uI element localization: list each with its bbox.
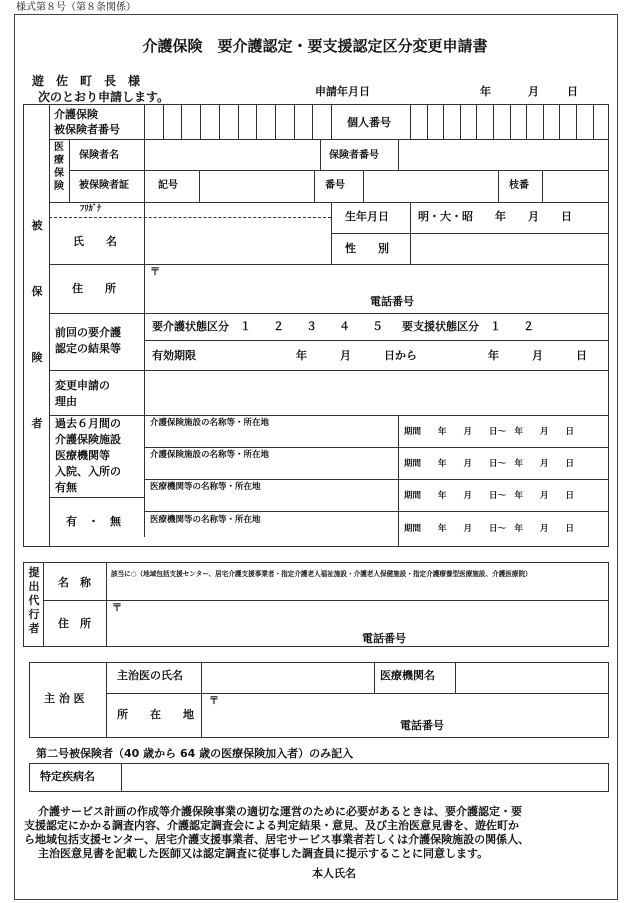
hospital-label-2: 介護保険施設 bbox=[55, 433, 121, 446]
disease-label: 特定疾病名 bbox=[40, 770, 95, 783]
facility-row-1-label: 介護保険施設の名称等・所在地 bbox=[150, 418, 270, 428]
institution-label: 医療機関名 bbox=[380, 669, 435, 682]
change-reason-field[interactable] bbox=[145, 371, 608, 414]
agent-address-label: 住 所 bbox=[58, 617, 91, 630]
insurer-no-label: 保険者番号 bbox=[329, 150, 379, 161]
agent-name-note: 該当に○（地域包括支援センター、居宅介護支援事業者・指定介護老人福祉施設・介護老人保健施設・指定介護療養型医療施設、介護医療院） bbox=[111, 570, 532, 578]
page-title: 介護保険 要介護認定・要支援認定区分変更申請書 bbox=[142, 37, 488, 55]
insurance-no-label-2: 被保険者番号 bbox=[54, 123, 120, 136]
doctor-postal-mark: 〒 bbox=[209, 696, 219, 707]
address-label: 住 所 bbox=[72, 282, 116, 295]
agent-phone-label: 電話番号 bbox=[362, 632, 406, 645]
phone-label: 電話番号 bbox=[370, 295, 414, 308]
valid-to[interactable]: 年 月 日 bbox=[488, 349, 587, 362]
second-insured-note: 第二号被保険者（40 歳から 64 歳の医療保険加入者）のみ記入 bbox=[36, 747, 354, 760]
valid-label: 有効期限 bbox=[152, 349, 196, 362]
doctor-name-label: 主治医の氏名 bbox=[117, 669, 183, 682]
disease-field[interactable] bbox=[122, 764, 608, 791]
facility-row-1-period[interactable]: 期間 年 月 日〜 年 月 日 bbox=[404, 427, 575, 437]
insurer-name-field[interactable] bbox=[145, 140, 319, 170]
individual-no-boxes[interactable] bbox=[410, 104, 609, 139]
consent-line-1: 介護サービス計画の作成等介護保険事業の適切な運営のために必要があるときは、要介護認定・要 bbox=[38, 805, 522, 818]
sex-label: 性 別 bbox=[345, 242, 389, 255]
symbol-field[interactable] bbox=[200, 171, 313, 202]
card-label: 被保険者証 bbox=[79, 180, 129, 191]
facility-row-2-period[interactable]: 期間 年 月 日〜 年 月 日 bbox=[404, 459, 575, 469]
agent-side-label: 提 出 代 行 者 bbox=[28, 566, 40, 635]
application-date-day: 日 bbox=[567, 85, 578, 98]
agent-name-field[interactable] bbox=[107, 582, 608, 599]
insurer-no-field[interactable] bbox=[399, 140, 608, 170]
symbol-label: 記号 bbox=[158, 180, 178, 191]
facility-row-2-label: 介護保険施設の名称等・所在地 bbox=[150, 450, 270, 460]
change-reason-label-1: 変更申請の bbox=[55, 379, 110, 392]
signature-label: 本人氏名 bbox=[312, 867, 356, 880]
hospital-label-5: 有無 bbox=[55, 481, 77, 494]
insured-side-label: 被 保 険 者 bbox=[31, 219, 43, 430]
application-date-year: 年 bbox=[480, 85, 491, 98]
consent-line-3: ら地域包括支援センター、居宅介護支援事業者、居宅サービス事業者若しくは介護保険施設の関係人、 bbox=[24, 833, 530, 846]
medical-insurance-label: 医 療 保 険 bbox=[54, 142, 64, 192]
presence-options[interactable]: 有 ・ 無 bbox=[66, 515, 121, 528]
birth-value[interactable]: 明・大・昭 年 月 日 bbox=[418, 210, 572, 223]
consent-line-2: 支援認定にかかる調査内容、介護認定調査会による判定結果・意見、及び主治医意見書を、遊佐町か bbox=[24, 819, 519, 832]
insurance-no-label-1: 介護保険 bbox=[54, 108, 98, 121]
sex-field[interactable] bbox=[411, 234, 608, 263]
form-number: 様式第８号（第８条関係） bbox=[16, 2, 136, 13]
institution-field[interactable] bbox=[456, 663, 608, 693]
address-field[interactable] bbox=[160, 266, 606, 292]
agent-postal-mark: 〒 bbox=[112, 603, 122, 614]
facility-row-4-label: 医療機関等の名称等・所在地 bbox=[150, 515, 261, 525]
branch-field[interactable] bbox=[543, 171, 608, 202]
agent-address-field[interactable] bbox=[122, 602, 606, 628]
hospital-label-1: 過去６月間の bbox=[55, 417, 121, 430]
name-field[interactable] bbox=[145, 218, 330, 263]
support-level-options[interactable]: 要支援状態区分 １ ２ bbox=[402, 320, 534, 333]
doctor-address-field[interactable] bbox=[219, 695, 606, 717]
prev-result-label-2: 認定の結果等 bbox=[55, 342, 121, 355]
name-label: 氏 名 bbox=[73, 235, 117, 248]
intro-text: 次のとおり申請します。 bbox=[38, 90, 170, 104]
branch-label: 枝番 bbox=[509, 180, 529, 191]
application-date-label: 申請年月日 bbox=[315, 85, 370, 98]
furigana-label: ﾌﾘｶﾞﾅ bbox=[80, 204, 102, 214]
signature-field[interactable] bbox=[370, 864, 600, 884]
facility-row-4-period[interactable]: 期間 年 月 日〜 年 月 日 bbox=[404, 524, 575, 534]
agent-name-label: 名 称 bbox=[58, 576, 91, 589]
furigana-field[interactable] bbox=[145, 203, 330, 217]
doctor-label: 主 治 医 bbox=[44, 692, 85, 705]
insurer-name-label: 保険者名 bbox=[79, 150, 119, 161]
care-level-options[interactable]: 要介護状態区分 １ ２ ３ ４ ５ bbox=[152, 320, 383, 333]
doctor-name-field[interactable] bbox=[202, 663, 373, 693]
hospital-label-3: 医療機関等 bbox=[55, 449, 110, 462]
addressee: 遊 佐 町 長 様 bbox=[32, 74, 141, 88]
valid-from[interactable]: 年 月 日から bbox=[296, 349, 417, 362]
individual-no-label: 個人番号 bbox=[347, 116, 391, 129]
doctor-phone-label: 電話番号 bbox=[400, 719, 444, 732]
birth-label: 生年月日 bbox=[345, 210, 389, 223]
hospital-label-4: 入院、入所の bbox=[55, 465, 121, 478]
postal-mark: 〒 bbox=[150, 267, 160, 278]
number-field[interactable] bbox=[364, 171, 497, 202]
application-date-month: 月 bbox=[528, 85, 539, 98]
facility-row-3-label: 医療機関等の名称等・所在地 bbox=[150, 482, 261, 492]
facility-row-3-period[interactable]: 期間 年 月 日〜 年 月 日 bbox=[404, 491, 575, 501]
consent-line-4: 主治医意見書を記載した医師又は認定調査に従事した調査員に提示することに同意します。 bbox=[38, 847, 489, 860]
doctor-address-label: 所 在 地 bbox=[117, 708, 194, 721]
change-reason-label-2: 理由 bbox=[55, 395, 77, 408]
insurance-no-boxes[interactable] bbox=[144, 104, 331, 139]
prev-result-label-1: 前回の要介護 bbox=[55, 326, 121, 339]
number-label: 番号 bbox=[325, 180, 345, 191]
